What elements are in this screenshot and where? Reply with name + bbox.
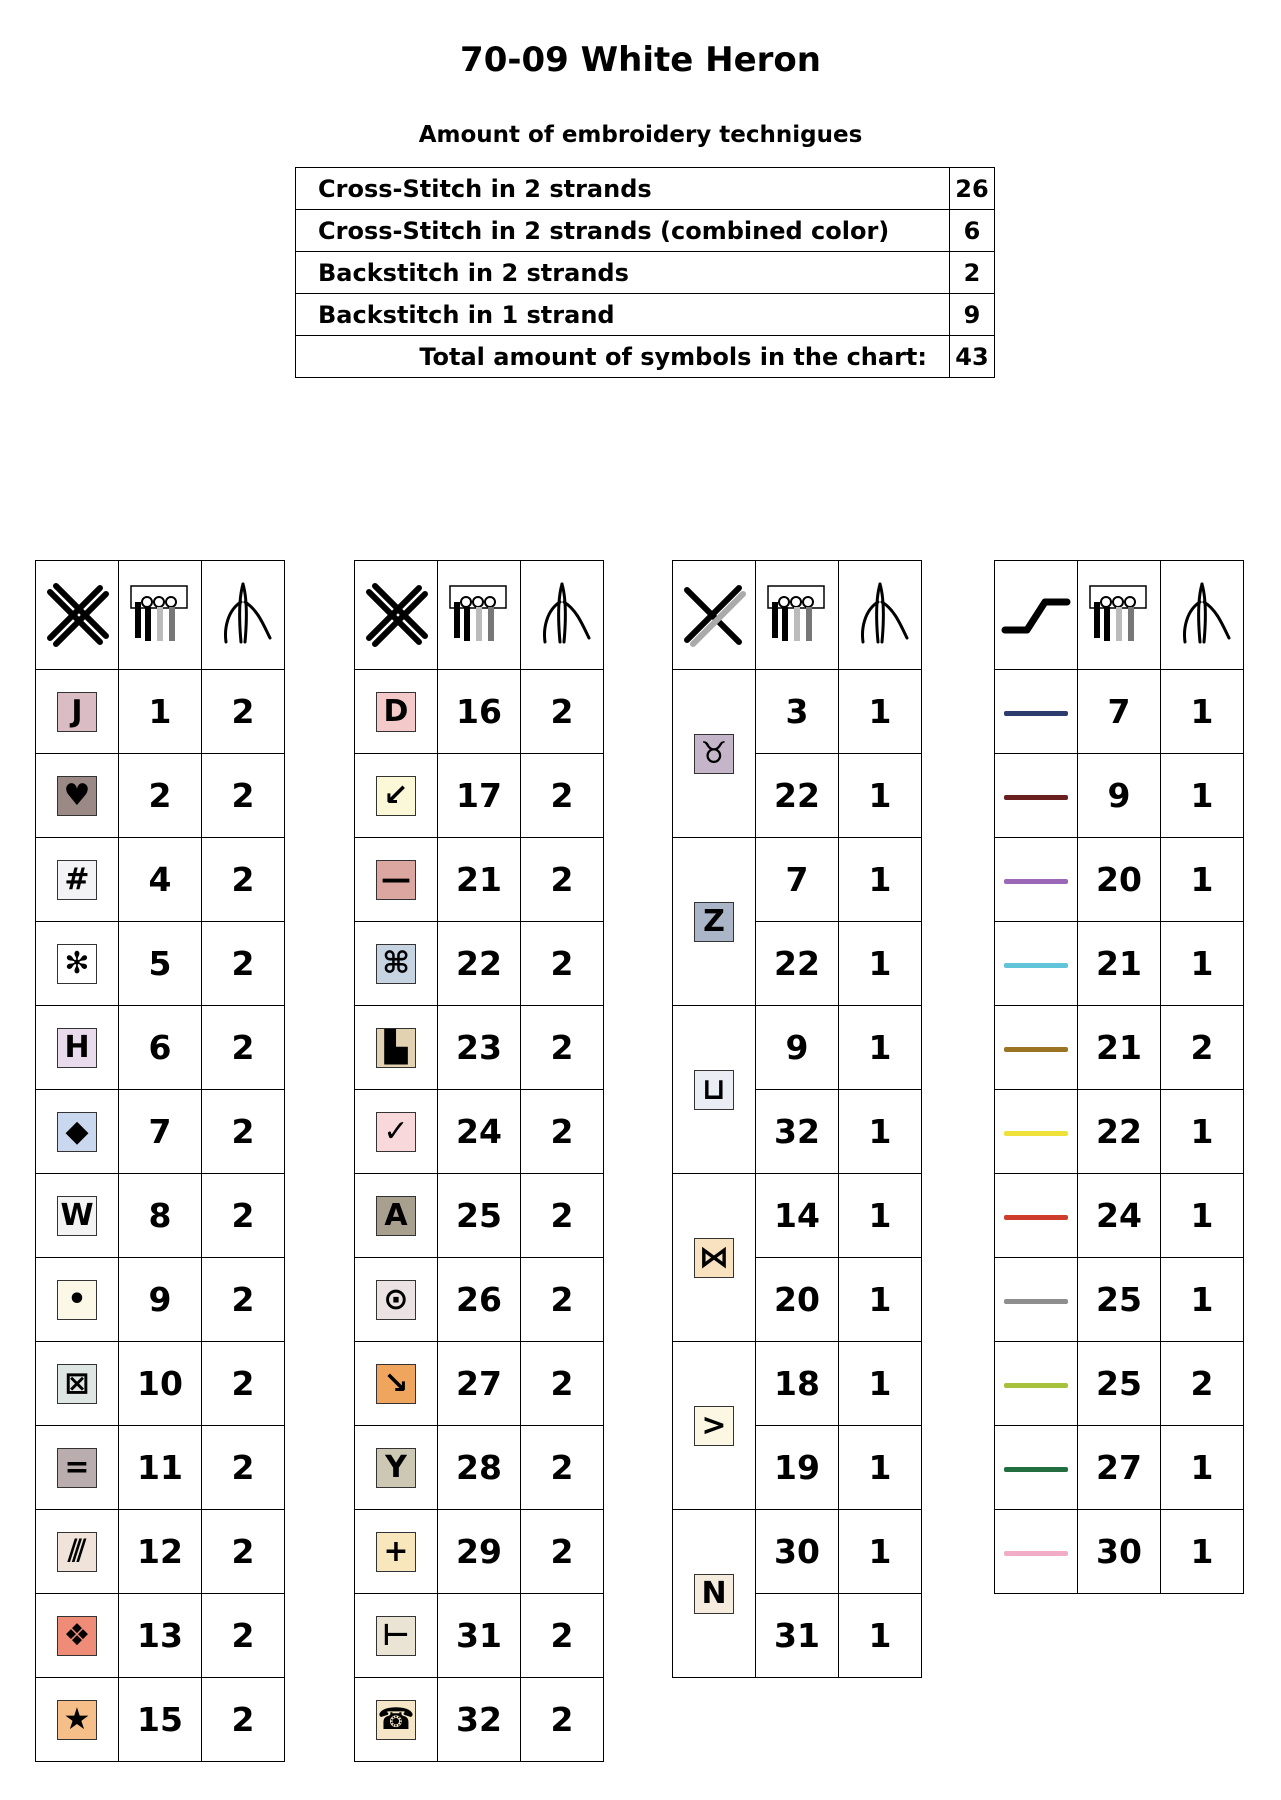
line-cell	[995, 754, 1078, 838]
strand-count: 1	[839, 1258, 922, 1342]
strand-count: 1	[1161, 754, 1244, 838]
symbol-cell	[355, 1510, 438, 1594]
total-count: 43	[950, 336, 995, 378]
symbol-cell	[36, 1258, 119, 1342]
strand-count: 2	[521, 670, 604, 754]
strand-count: 1	[1161, 1426, 1244, 1510]
thread-strands-icon	[1084, 580, 1154, 650]
technique-summary-table	[295, 167, 995, 378]
color-number: 9	[1078, 754, 1161, 838]
color-number: 22	[1078, 1090, 1161, 1174]
backstitch-key-table	[994, 560, 1244, 1594]
header-color-cell	[119, 561, 202, 670]
backstitch-line	[1004, 1047, 1068, 1052]
stitch-symbol: +	[376, 1532, 416, 1572]
key-row	[355, 1006, 604, 1090]
symbol-cell	[36, 754, 119, 838]
symbol-cell	[355, 1006, 438, 1090]
color-number: 28	[438, 1426, 521, 1510]
stitch-symbol: >	[694, 1406, 734, 1446]
color-number: 25	[1078, 1258, 1161, 1342]
color-number: 7	[756, 838, 839, 922]
symbol-cell	[36, 1426, 119, 1510]
backstitch-line	[1004, 1467, 1068, 1472]
technique-count: 2	[950, 252, 995, 294]
symbol-cell	[673, 1006, 756, 1174]
strand-count: 2	[521, 1258, 604, 1342]
header-strands-cell	[521, 561, 604, 670]
technique-count: 6	[950, 210, 995, 252]
strand-count: 2	[202, 838, 285, 922]
symbol-cell	[36, 1174, 119, 1258]
strand-count: 1	[1161, 670, 1244, 754]
color-number: 16	[438, 670, 521, 754]
strand-count: 1	[1161, 838, 1244, 922]
strand-count: 2	[521, 922, 604, 1006]
color-number: 22	[756, 922, 839, 1006]
symbol-cell	[673, 1174, 756, 1342]
needle-icon	[845, 580, 915, 650]
key-row	[673, 1174, 922, 1258]
symbol-cell	[355, 670, 438, 754]
cross-stitch-icon	[361, 580, 431, 650]
line-cell	[995, 670, 1078, 754]
header-technique-cell	[995, 561, 1078, 670]
stitch-symbol: ↘	[376, 1364, 416, 1404]
strand-count: 2	[202, 1342, 285, 1426]
key-row	[355, 1174, 604, 1258]
strand-count: 2	[202, 1594, 285, 1678]
stitch-symbol: •	[57, 1280, 97, 1320]
key-row	[36, 1006, 285, 1090]
summary-row	[296, 210, 995, 252]
technique-label: Cross-Stitch in 2 strands	[296, 168, 950, 210]
color-number: 29	[438, 1510, 521, 1594]
symbol-cell	[36, 922, 119, 1006]
color-number: 1	[119, 670, 202, 754]
stitch-symbol: —	[376, 860, 416, 900]
key-row	[673, 1342, 922, 1426]
header-technique-cell	[355, 561, 438, 670]
symbol-cell	[355, 1594, 438, 1678]
header-color-cell	[438, 561, 521, 670]
color-number: 7	[119, 1090, 202, 1174]
color-number: 30	[1078, 1510, 1161, 1594]
symbol-cell	[36, 1342, 119, 1426]
key-row	[355, 1594, 604, 1678]
line-cell	[995, 1090, 1078, 1174]
strand-count: 1	[839, 1006, 922, 1090]
stitch-symbol: ♉	[694, 734, 734, 774]
stitch-symbol: ▙	[376, 1028, 416, 1068]
stitch-symbol: N	[694, 1574, 734, 1614]
symbol-cell	[673, 670, 756, 838]
stitch-symbol: ♥	[57, 776, 97, 816]
strand-count: 2	[521, 1342, 604, 1426]
strand-count: 2	[1161, 1006, 1244, 1090]
stitch-symbol: ⫻	[57, 1532, 97, 1572]
key-row	[995, 1426, 1244, 1510]
stitch-symbol: Y	[376, 1448, 416, 1488]
color-number: 31	[756, 1594, 839, 1678]
key-header-row	[995, 561, 1244, 670]
symbol-cell	[673, 1342, 756, 1510]
summary-total-row	[296, 336, 995, 378]
stitch-symbol: ⊠	[57, 1364, 97, 1404]
key-row	[36, 670, 285, 754]
symbol-cell	[355, 754, 438, 838]
stitch-symbol: J	[57, 692, 97, 732]
symbol-cell	[355, 1426, 438, 1510]
stitch-symbol: Z	[694, 902, 734, 942]
backstitch-line	[1004, 1215, 1068, 1220]
key-row	[355, 1510, 604, 1594]
header-strands-cell	[1161, 561, 1244, 670]
color-number: 32	[756, 1090, 839, 1174]
color-number: 4	[119, 838, 202, 922]
strand-count: 1	[839, 1594, 922, 1678]
symbol-cell	[355, 1174, 438, 1258]
cross-stitch-icon	[42, 580, 112, 650]
needle-icon	[1167, 580, 1237, 650]
key-row	[995, 838, 1244, 922]
key-header-row	[36, 561, 285, 670]
color-number: 25	[1078, 1342, 1161, 1426]
technique-label: Backstitch in 2 strands	[296, 252, 950, 294]
strand-count: 2	[521, 1594, 604, 1678]
key-row	[355, 922, 604, 1006]
strand-count: 1	[839, 922, 922, 1006]
color-number: 11	[119, 1426, 202, 1510]
symbol-cell	[36, 1510, 119, 1594]
key-row	[995, 1090, 1244, 1174]
symbol-cell	[355, 1258, 438, 1342]
symbol-cell	[36, 1678, 119, 1762]
stitch-symbol: H	[57, 1028, 97, 1068]
stitch-symbol: W	[57, 1196, 97, 1236]
technique-label: Backstitch in 1 strand	[296, 294, 950, 336]
color-number: 5	[119, 922, 202, 1006]
header-strands-cell	[839, 561, 922, 670]
stitch-symbol: ☎	[376, 1700, 416, 1740]
key-row	[673, 838, 922, 922]
strand-count: 2	[521, 1510, 604, 1594]
key-row	[995, 1342, 1244, 1426]
summary-row	[296, 252, 995, 294]
strand-count: 1	[839, 1342, 922, 1426]
color-number: 14	[756, 1174, 839, 1258]
strand-count: 2	[1161, 1342, 1244, 1426]
color-number: 32	[438, 1678, 521, 1762]
color-number: 31	[438, 1594, 521, 1678]
needle-icon	[527, 580, 597, 650]
color-number: 18	[756, 1342, 839, 1426]
symbol-cell	[36, 670, 119, 754]
key-row	[995, 754, 1244, 838]
strand-count: 2	[521, 838, 604, 922]
line-cell	[995, 1258, 1078, 1342]
color-number: 3	[756, 670, 839, 754]
symbol-cell	[673, 1510, 756, 1678]
backstitch-line	[1004, 1383, 1068, 1388]
color-number: 20	[756, 1258, 839, 1342]
key-row	[673, 670, 922, 754]
stitch-symbol: A	[376, 1196, 416, 1236]
color-number: 10	[119, 1342, 202, 1426]
stitch-symbol: ↙	[376, 776, 416, 816]
color-number: 27	[1078, 1426, 1161, 1510]
key-row	[355, 670, 604, 754]
stitch-symbol: ✻	[57, 944, 97, 984]
strand-count: 2	[202, 1006, 285, 1090]
key-row	[36, 922, 285, 1006]
color-number: 24	[438, 1090, 521, 1174]
summary-row	[296, 168, 995, 210]
color-number: 22	[756, 754, 839, 838]
stitch-symbol: ⊙	[376, 1280, 416, 1320]
key-row	[36, 1678, 285, 1762]
key-header-row	[355, 561, 604, 670]
strand-count: 1	[839, 1174, 922, 1258]
color-number: 25	[438, 1174, 521, 1258]
symbol-cell	[36, 1090, 119, 1174]
color-number: 21	[1078, 922, 1161, 1006]
key-row	[355, 1258, 604, 1342]
key-row	[995, 1258, 1244, 1342]
header-technique-cell	[673, 561, 756, 670]
strand-count: 2	[521, 1678, 604, 1762]
header-strands-cell	[202, 561, 285, 670]
strand-count: 2	[202, 754, 285, 838]
color-number: 27	[438, 1342, 521, 1426]
thread-strands-icon	[125, 580, 195, 650]
needle-icon	[208, 580, 278, 650]
line-cell	[995, 1174, 1078, 1258]
stitch-symbol: =	[57, 1448, 97, 1488]
page-title: 70-09 White Heron	[460, 40, 821, 80]
stitch-symbol: ✓	[376, 1112, 416, 1152]
stitch-symbol: ★	[57, 1700, 97, 1740]
combined-cross-stitch-icon	[679, 580, 749, 650]
key-row	[355, 838, 604, 922]
cross-stitch-key-table-1	[35, 560, 285, 1762]
key-row	[36, 1510, 285, 1594]
color-number: 17	[438, 754, 521, 838]
line-cell	[995, 1006, 1078, 1090]
color-number: 9	[756, 1006, 839, 1090]
color-number: 24	[1078, 1174, 1161, 1258]
backstitch-line	[1004, 963, 1068, 968]
key-row	[355, 1090, 604, 1174]
color-number: 6	[119, 1006, 202, 1090]
header-color-cell	[1078, 561, 1161, 670]
key-row	[355, 1678, 604, 1762]
strand-count: 1	[839, 1510, 922, 1594]
key-row	[36, 1426, 285, 1510]
color-number: 7	[1078, 670, 1161, 754]
strand-count: 2	[202, 922, 285, 1006]
backstitch-icon	[1001, 580, 1071, 650]
thread-strands-icon	[762, 580, 832, 650]
color-number: 9	[119, 1258, 202, 1342]
symbol-cell	[355, 838, 438, 922]
header-color-cell	[756, 561, 839, 670]
strand-count: 2	[202, 1426, 285, 1510]
strand-count: 1	[839, 838, 922, 922]
thread-strands-icon	[444, 580, 514, 650]
key-header-row	[673, 561, 922, 670]
color-number: 19	[756, 1426, 839, 1510]
color-number: 22	[438, 922, 521, 1006]
strand-count: 2	[202, 1678, 285, 1762]
strand-count: 1	[1161, 1174, 1244, 1258]
color-number: 23	[438, 1006, 521, 1090]
strand-count: 2	[202, 1510, 285, 1594]
strand-count: 2	[521, 1426, 604, 1510]
color-number: 20	[1078, 838, 1161, 922]
strand-count: 2	[202, 1174, 285, 1258]
symbol-cell	[673, 838, 756, 1006]
key-row	[995, 1174, 1244, 1258]
symbol-cell	[355, 1678, 438, 1762]
symbol-cell	[36, 1594, 119, 1678]
cross-stitch-key-table-2	[354, 560, 604, 1762]
key-row	[36, 1090, 285, 1174]
backstitch-line	[1004, 1299, 1068, 1304]
total-label: Total amount of symbols in the chart:	[296, 336, 950, 378]
stitch-symbol: ⊢	[376, 1616, 416, 1656]
key-row	[355, 1426, 604, 1510]
strand-count: 2	[521, 1006, 604, 1090]
strand-count: 1	[1161, 1510, 1244, 1594]
stitch-symbol: ❖	[57, 1616, 97, 1656]
stitch-symbol: #	[57, 860, 97, 900]
symbol-cell	[355, 922, 438, 1006]
strand-count: 1	[839, 1090, 922, 1174]
stitch-symbol: ◆	[57, 1112, 97, 1152]
combined-color-key-table	[672, 560, 922, 1678]
stitch-symbol: ⊔	[694, 1070, 734, 1110]
strand-count: 2	[521, 754, 604, 838]
color-number: 15	[119, 1678, 202, 1762]
key-row	[355, 1342, 604, 1426]
key-row	[36, 1174, 285, 1258]
backstitch-line	[1004, 711, 1068, 716]
backstitch-line	[1004, 879, 1068, 884]
strand-count: 1	[839, 754, 922, 838]
key-row	[36, 754, 285, 838]
key-row	[995, 1510, 1244, 1594]
key-row	[995, 670, 1244, 754]
stitch-symbol: D	[376, 692, 416, 732]
strand-count: 2	[202, 670, 285, 754]
symbol-cell	[355, 1342, 438, 1426]
backstitch-line	[1004, 1131, 1068, 1136]
strand-count: 2	[521, 1174, 604, 1258]
strand-count: 1	[839, 1426, 922, 1510]
line-cell	[995, 1426, 1078, 1510]
color-number: 26	[438, 1258, 521, 1342]
symbol-cell	[36, 1006, 119, 1090]
backstitch-line	[1004, 795, 1068, 800]
technique-label: Cross-Stitch in 2 strands (combined color)	[296, 210, 950, 252]
line-cell	[995, 1510, 1078, 1594]
strand-count: 2	[521, 1090, 604, 1174]
key-row	[995, 1006, 1244, 1090]
color-number: 21	[438, 838, 521, 922]
technique-count: 9	[950, 294, 995, 336]
strand-count: 1	[839, 670, 922, 754]
strand-count: 2	[202, 1258, 285, 1342]
color-number: 8	[119, 1174, 202, 1258]
header-technique-cell	[36, 561, 119, 670]
color-number: 13	[119, 1594, 202, 1678]
symbol-cell	[36, 838, 119, 922]
summary-heading: Amount of embroidery technigues	[418, 122, 863, 148]
stitch-symbol: ⌘	[376, 944, 416, 984]
key-row	[673, 1006, 922, 1090]
color-number: 2	[119, 754, 202, 838]
technique-count: 26	[950, 168, 995, 210]
color-number: 21	[1078, 1006, 1161, 1090]
strand-count: 2	[202, 1090, 285, 1174]
strand-count: 1	[1161, 1090, 1244, 1174]
key-row	[36, 1342, 285, 1426]
key-row	[355, 754, 604, 838]
line-cell	[995, 1342, 1078, 1426]
color-number: 30	[756, 1510, 839, 1594]
key-row	[36, 1258, 285, 1342]
key-row	[36, 1594, 285, 1678]
strand-count: 1	[1161, 922, 1244, 1006]
key-row	[995, 922, 1244, 1006]
summary-row	[296, 294, 995, 336]
key-row	[673, 1510, 922, 1594]
symbol-cell	[355, 1090, 438, 1174]
strand-count: 1	[1161, 1258, 1244, 1342]
line-cell	[995, 838, 1078, 922]
stitch-symbol: ⋈	[694, 1238, 734, 1278]
key-row	[36, 838, 285, 922]
backstitch-line	[1004, 1551, 1068, 1556]
line-cell	[995, 922, 1078, 1006]
color-number: 12	[119, 1510, 202, 1594]
